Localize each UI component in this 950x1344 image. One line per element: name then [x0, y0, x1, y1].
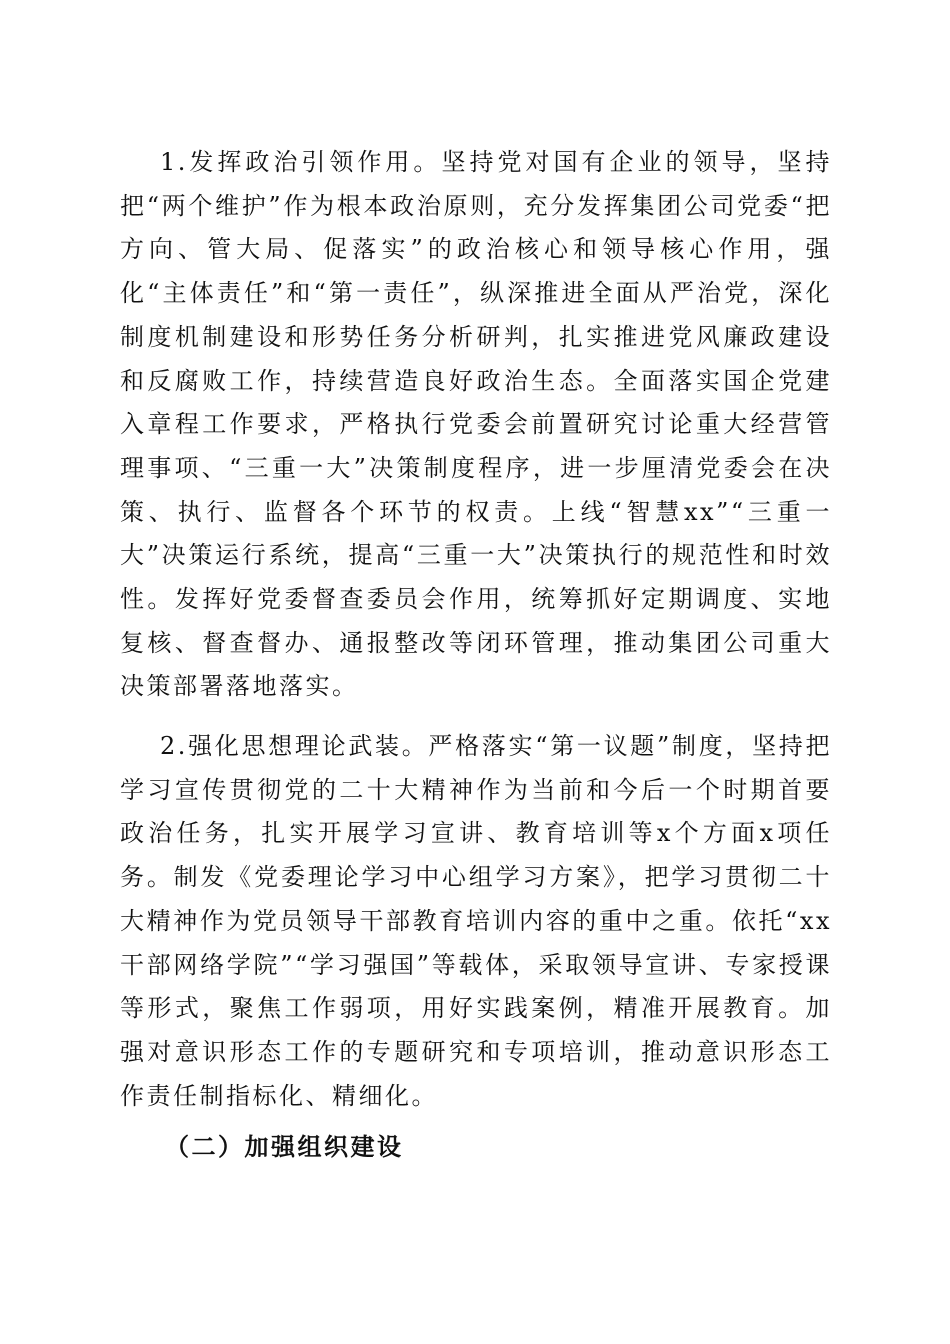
paragraph-political-leadership [120, 141, 832, 709]
paragraph-text: 2.强化思想理论武装。严格落实“第一议题”制度，坚持把学习宣传贯彻党的二十大精神作为当前和今后一个时期首要政治任务，扎实开展学习宣讲、教育培训等x个方面x项任务。制发《党委理论学习中心组学习方案》，把学习贯彻二十大精神作为党员领导干部教育培训内容的重中之重。依托“xx干部网络学院”“学习强国”等载体，采取领导宣讲、专家授课等形式，聚焦工作弱项，用好实践案例，精准开展教育。加强对意识形态工作的专题研究和专项培训，推动意识形态工作责任制指标化、精细化。 [120, 732, 832, 1110]
paragraph-theory-armament [120, 725, 832, 1118]
section-heading: （二）加强组织建设 [165, 1132, 404, 1161]
paragraph-text: 1.发挥政治引领作用。坚持党对国有企业的领导，坚持把“两个维护”作为根本政治原则，充分发挥集团公司党委“把方向、管大局、促落实”的政治核心和领导核心作用，强化“主体责任”和“第一责任”，纵深推进全面从严治党，深化制度机制建设和形势任务分析研判，扎实推进党风廉政建设和反腐败工作，持续营造良好政治生态。全面落实国企党建入章程工作要求，严格执行党委会前置研究讨论重大经营管理事项、“三重一大”决策制度程序，进一步厘清党委会在决策、执行、监督各个环节的权责。上线“智慧xx”“三重一大”决策运行系统，提高“三重一大”决策执行的规范性和时效性。发挥好党委督查委员会作用，统筹抓好定期调度、实地复核、督查督办、通报整改等闭环管理，推动集团公司重大决策部署落地落实。 [120, 148, 832, 701]
